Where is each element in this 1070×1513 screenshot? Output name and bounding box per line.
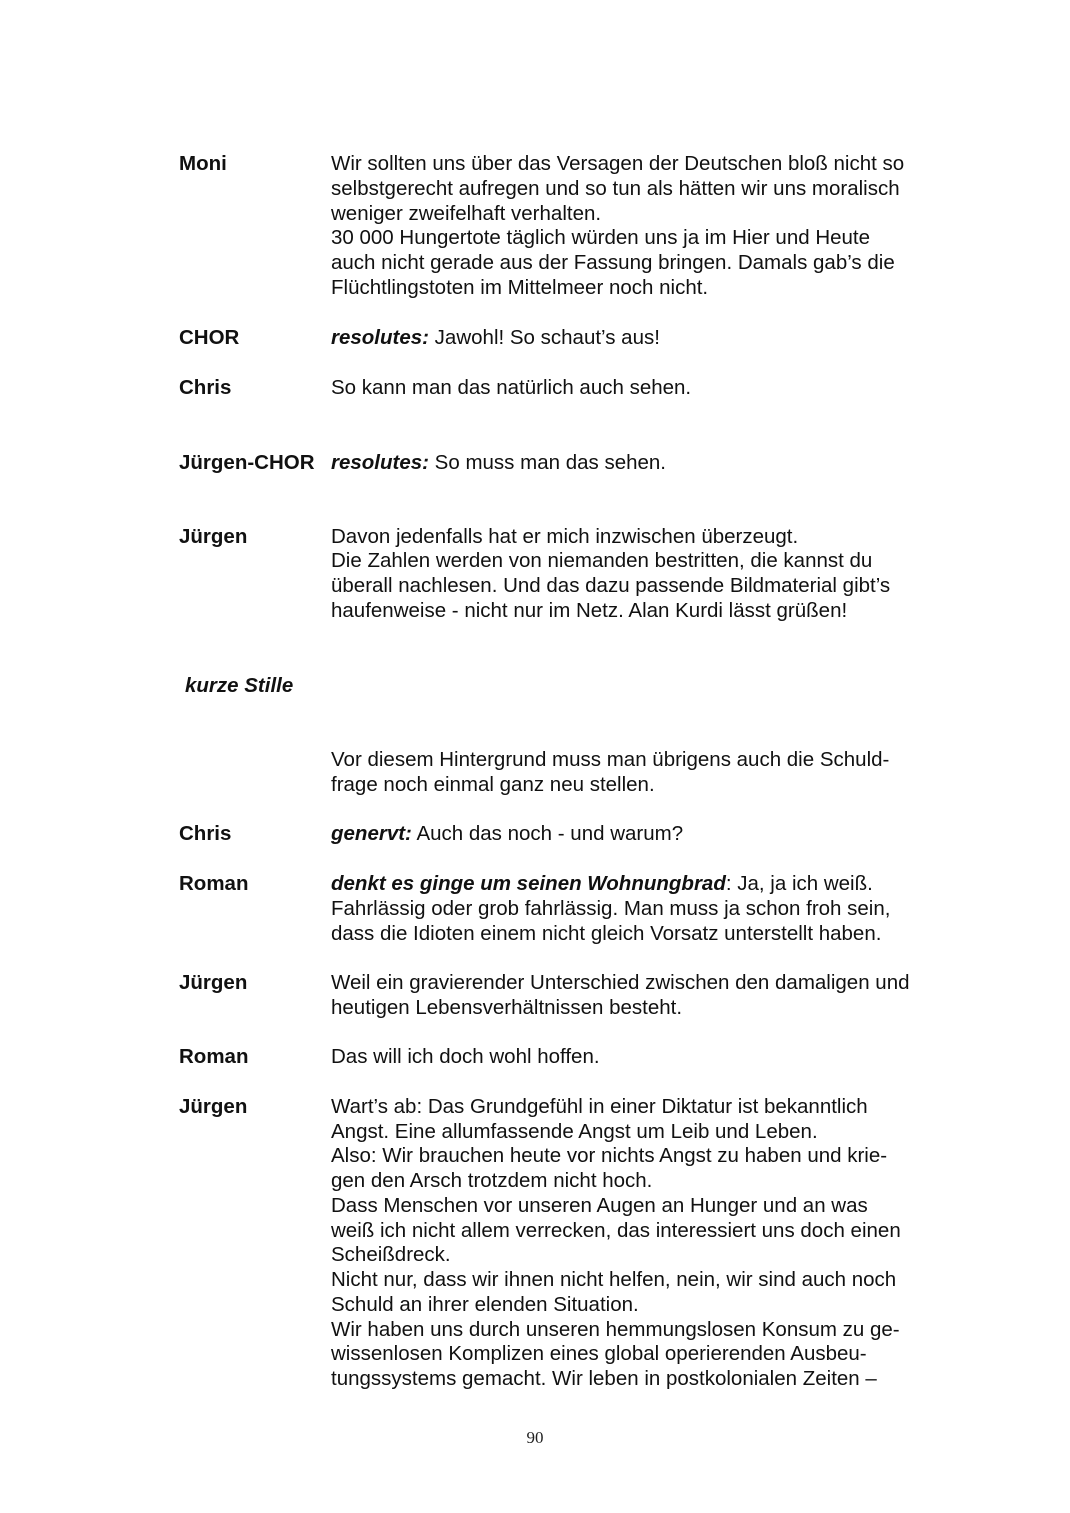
dialogue-line [331,451,666,476]
dialogue-line: Schuld an ihrer elenden Situation. [331,1293,639,1316]
dialogue-line: Fahrlässig oder grob fahrlässig. Man muss ja schon froh sein, [331,897,891,920]
dialogue-text: So muss man das sehen. [428,451,666,474]
dialogue-line: gen den Arsch trotzdem nicht hoch. [331,1169,653,1192]
speaker-name: Chris [179,822,232,845]
dialogue-line: heutigen Lebensverhältnissen besteht. [331,996,683,1019]
dialogue-line: Nicht nur, dass wir ihnen nicht helfen, nein, wir sind auch noch [331,1268,897,1291]
dialogue-line: Also: Wir brauchen heute vor nichts Angst zu haben und krie- [331,1144,888,1167]
speaker-name: Roman [179,872,249,895]
dialogue-line: Wir sollten uns über das Versagen der Deutschen bloß nicht so [331,152,905,175]
dialogue-line: Flüchtlingstoten im Mittelmeer noch nicht. [331,276,709,299]
dialogue-text: Auch das noch - und warum? [411,822,684,845]
stage-direction: genervt: [331,822,412,845]
speaker-name: Chris [179,376,232,399]
dialogue-line: Die Zahlen werden von niemanden bestritten, die kannst du [331,549,873,572]
dialogue-line: Angst. Eine allumfassende Angst um Leib und Leben. [331,1120,818,1143]
dialogue-line: Scheißdreck. [331,1243,451,1266]
dialogue-line: auch nicht gerade aus der Fassung bringen. Damals gab’s die [331,251,895,274]
dialogue-line: Das will ich doch wohl hoffen. [331,1045,600,1068]
speaker-name: Jürgen-CHOR [179,451,315,474]
dialogue-line: selbstgerecht aufregen und so tun als hätten wir uns moralisch [331,177,900,200]
speaker-name: Jürgen [179,971,248,994]
dialogue-line: Vor diesem Hintergrund muss man übrigens auch die Schuld- [331,748,890,771]
dialogue-line: Wart’s ab: Das Grundgefühl in einer Diktatur ist bekanntlich [331,1095,868,1118]
dialogue-text: Jawohl! So schaut’s aus! [428,326,660,349]
speaker-name: Roman [179,1045,249,1068]
stage-direction: denkt es ginge um seinen Wohnungbrad [331,872,726,895]
speaker-name: Moni [179,152,227,175]
dialogue-line [331,326,660,351]
dialogue-line: tungssystems gemacht. Wir leben in postkolonialen Zeiten – [331,1367,877,1390]
dialogue-line: Dass Menschen vor unseren Augen an Hunger und an was [331,1194,868,1217]
speaker-name: Jürgen [179,1095,248,1118]
page-number: 90 [526,1428,544,1447]
speaker-name: Jürgen [179,525,248,548]
dialogue-line: weniger zweifelhaft verhalten. [331,202,602,225]
dialogue-line: überall nachlesen. Und das dazu passende Bildmaterial gibt’s [331,574,891,597]
dialogue-line: weiß ich nicht allem verrecken, das interessiert uns doch einen [331,1219,901,1242]
dialogue-line: Davon jedenfalls hat er mich inzwischen überzeugt. [331,525,799,548]
stage-direction: resolutes: [331,451,429,474]
dialogue-line [331,822,683,847]
stage-direction: resolutes: [331,326,429,349]
speaker-name: CHOR [179,326,240,349]
dialogue-line: Wir haben uns durch unseren hemmungslosen Konsum zu ge- [331,1318,900,1341]
dialogue-line: So kann man das natürlich auch sehen. [331,376,692,399]
dialogue-line: dass die Idioten einem nicht gleich Vorsatz unterstellt haben. [331,922,882,945]
dialogue-line [331,872,873,897]
dialogue-line: wissenlosen Komplizen eines global operierenden Ausbeu- [331,1342,867,1365]
dialogue-line: Weil ein gravierender Unterschied zwischen den damaligen und [331,971,910,994]
dialogue-line: haufenweise - nicht nur im Netz. Alan Kurdi lässt grüßen! [331,599,848,622]
dialogue-line: 30 000 Hungertote täglich würden uns ja im Hier und Heute [331,226,871,249]
stage-direction: kurze Stille [185,674,294,697]
dialogue-line: frage noch einmal ganz neu stellen. [331,773,655,796]
dialogue-text: : Ja, ja ich weiß. [725,872,873,895]
